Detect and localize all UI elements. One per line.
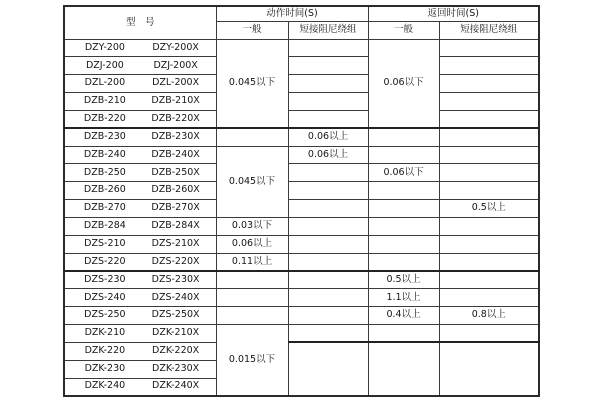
table-row <box>64 110 539 128</box>
model-name-x: DZS-230X <box>151 273 200 285</box>
action-general-cell: 0.11以上 <box>216 253 288 271</box>
return-general-cell <box>368 146 439 164</box>
model-name: DZK-220 <box>84 345 126 357</box>
header-model: 型 号 <box>64 6 216 39</box>
model-name: DZL-200 <box>84 77 126 89</box>
action-damping-cell <box>288 217 368 235</box>
action-damping-cell <box>288 235 368 253</box>
return-damping-cell <box>439 93 539 111</box>
table-row <box>64 253 539 271</box>
return-general-cell <box>368 182 439 200</box>
return-damping-cell <box>439 253 539 271</box>
model-name-x: DZB-230X <box>151 131 200 143</box>
model-name-x: DZB-260X <box>151 184 200 196</box>
table-row <box>64 164 539 182</box>
table-row <box>64 325 539 343</box>
return-damping-cell <box>439 146 539 164</box>
model-cell <box>64 39 216 57</box>
return-damping-cell <box>439 39 539 57</box>
action-general-cell: 0.06以上 <box>216 235 288 253</box>
model-cell <box>64 200 216 218</box>
return-general-cell <box>368 217 439 235</box>
action-damping-cell <box>288 57 368 75</box>
return-general-cell <box>368 253 439 271</box>
model-name: DZB-220 <box>83 112 126 124</box>
table-row <box>64 128 539 146</box>
table-row <box>64 182 539 200</box>
return-damping-cell <box>439 235 539 253</box>
action-general-cell <box>216 307 288 325</box>
action-damping-cell <box>288 289 368 307</box>
table-row <box>64 289 539 307</box>
model-name: DZS-250 <box>84 309 126 321</box>
action-damping-cell <box>288 271 368 289</box>
model-cell <box>64 289 216 307</box>
table-row <box>64 39 539 57</box>
model-name-x: DZB-210X <box>151 95 200 107</box>
model-name: DZB-210 <box>83 95 126 107</box>
action-damping-cell <box>288 39 368 57</box>
header-return-time: 返回时间(S) <box>368 6 539 21</box>
action-general-merged-cell: 0.015以下 <box>216 325 288 396</box>
model-cell <box>64 360 216 378</box>
model-name-x: DZK-230X <box>152 362 200 374</box>
return-damping-merged-cell <box>439 342 539 396</box>
action-damping-cell <box>288 110 368 128</box>
table-row <box>64 146 539 164</box>
return-general-cell <box>368 325 439 343</box>
model-name: DZB-284 <box>83 220 126 232</box>
action-general-merged-cell: 0.045以下 <box>216 146 288 217</box>
return-damping-cell <box>439 164 539 182</box>
return-damping-cell <box>439 325 539 343</box>
model-name-x: DZS-220X <box>151 255 200 267</box>
table-row <box>64 235 539 253</box>
model-name: DZK-240 <box>84 380 126 392</box>
model-cell <box>64 235 216 253</box>
table-row <box>64 271 539 289</box>
return-general-cell: 0.5以上 <box>368 271 439 289</box>
table-row <box>64 57 539 75</box>
return-damping-cell <box>439 217 539 235</box>
model-cell <box>64 57 216 75</box>
action-general-cell <box>216 289 288 307</box>
return-damping-cell <box>439 57 539 75</box>
model-name-x: DZS-250X <box>151 309 200 321</box>
model-cell <box>64 325 216 343</box>
return-damping-cell: 0.8以上 <box>439 307 539 325</box>
model-name-x: DZB-250X <box>151 166 200 178</box>
return-damping-cell <box>439 271 539 289</box>
return-general-cell: 1.1以上 <box>368 289 439 307</box>
model-cell <box>64 182 216 200</box>
model-name: DZB-250 <box>83 166 126 178</box>
model-name: DZB-260 <box>83 184 126 196</box>
model-name: DZJ-200 <box>85 59 124 71</box>
table-row <box>64 75 539 93</box>
header-action-damping: 短接阻尼绕组 <box>288 21 368 39</box>
model-cell <box>64 342 216 360</box>
model-cell <box>64 128 216 146</box>
return-general-cell: 0.4以上 <box>368 307 439 325</box>
action-damping-cell: 0.06以上 <box>288 128 368 146</box>
return-damping-cell <box>439 182 539 200</box>
model-cell <box>64 217 216 235</box>
model-name: DZS-220 <box>84 255 126 267</box>
header-return-damping: 短接阻尼绕组 <box>439 21 539 39</box>
table-row <box>64 93 539 111</box>
model-name: DZB-230 <box>83 131 126 143</box>
table-row <box>64 307 539 325</box>
return-general-merged-cell <box>368 342 439 396</box>
model-name-x: DZL-200X <box>152 77 200 89</box>
header-action-general: 一般 <box>216 21 288 39</box>
model-name: DZK-230 <box>84 362 126 374</box>
model-name: DZS-240 <box>84 291 126 303</box>
return-damping-cell <box>439 75 539 93</box>
action-damping-cell <box>288 93 368 111</box>
table-row <box>64 200 539 218</box>
model-name-x: DZK-240X <box>152 380 200 392</box>
model-name-x: DZS-210X <box>151 237 200 249</box>
header-return-general: 一般 <box>368 21 439 39</box>
action-damping-cell: 0.06以上 <box>288 146 368 164</box>
model-name-x: DZK-210X <box>152 327 200 339</box>
action-damping-cell <box>288 182 368 200</box>
model-name-x: DZB-270X <box>151 202 200 214</box>
model-cell <box>64 75 216 93</box>
action-damping-cell <box>288 307 368 325</box>
model-name-x: DZS-240X <box>151 291 200 303</box>
return-general-merged-cell: 0.06以下 <box>368 39 439 128</box>
model-cell <box>64 253 216 271</box>
model-cell <box>64 93 216 111</box>
return-general-cell <box>368 235 439 253</box>
return-damping-cell <box>439 128 539 146</box>
return-general-cell: 0.06以下 <box>368 164 439 182</box>
relay-spec-table <box>63 5 540 397</box>
action-damping-cell <box>288 75 368 93</box>
model-cell <box>64 307 216 325</box>
model-cell <box>64 110 216 128</box>
model-name: DZB-270 <box>83 202 126 214</box>
return-damping-cell: 0.5以上 <box>439 200 539 218</box>
action-damping-merged-cell <box>288 342 368 396</box>
table-row <box>64 342 539 360</box>
model-name-x: DZB-240X <box>151 148 200 160</box>
action-damping-cell <box>288 200 368 218</box>
return-general-cell <box>368 200 439 218</box>
model-name: DZK-210 <box>84 327 126 339</box>
model-name-x: DZY-200X <box>152 41 199 53</box>
action-general-cell <box>216 128 288 146</box>
return-damping-cell <box>439 289 539 307</box>
model-name-x: DZB-220X <box>151 112 200 124</box>
model-name-x: DZB-284X <box>151 220 200 232</box>
action-damping-cell <box>288 164 368 182</box>
header-action-time: 动作时间(S) <box>216 6 368 21</box>
model-name-x: DZK-220X <box>152 345 200 357</box>
model-name: DZS-230 <box>84 273 126 285</box>
action-damping-cell <box>288 325 368 343</box>
model-cell <box>64 146 216 164</box>
action-general-cell <box>216 271 288 289</box>
model-cell <box>64 164 216 182</box>
model-name: DZS-210 <box>84 237 126 249</box>
action-damping-cell <box>288 253 368 271</box>
action-general-merged-cell: 0.045以下 <box>216 39 288 128</box>
model-cell <box>64 378 216 396</box>
return-general-cell <box>368 128 439 146</box>
model-name: DZB-240 <box>83 148 126 160</box>
action-general-cell: 0.03以下 <box>216 217 288 235</box>
return-damping-cell <box>439 110 539 128</box>
model-name-x: DZJ-200X <box>153 59 198 71</box>
table-row <box>64 217 539 235</box>
model-name: DZY-200 <box>84 41 125 53</box>
model-cell <box>64 271 216 289</box>
